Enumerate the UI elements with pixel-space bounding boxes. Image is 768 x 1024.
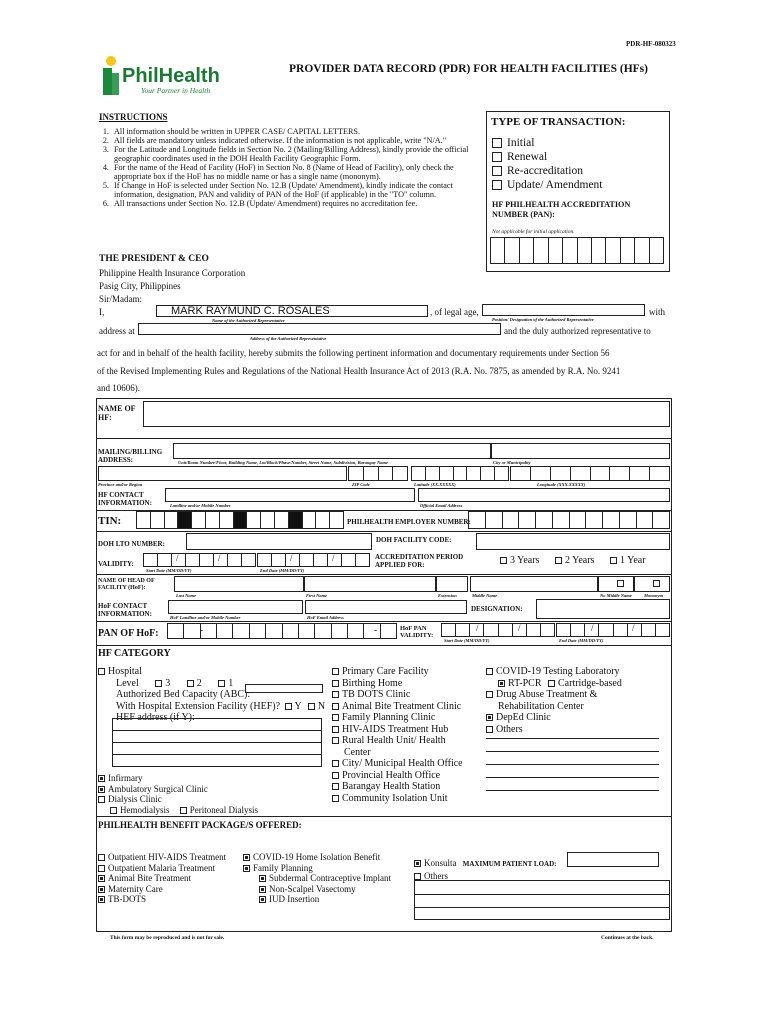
zip-caption: ZIP Code <box>352 482 370 487</box>
street-input[interactable] <box>173 443 491 459</box>
street-caption: Unit/Room Number/Floor, Building Name, Lot/Block/Phase/Number, Street Name, Subdivision, Barangay Name <box>178 460 389 465</box>
checkbox-icon[interactable] <box>110 807 117 814</box>
representative-name-field[interactable] <box>156 305 428 317</box>
rural-health-option[interactable]: Rural Health Unit/ Health <box>332 735 463 747</box>
letter-body-3: and 10606). <box>97 383 140 393</box>
pan-input[interactable] <box>490 237 664 264</box>
slash-text: / <box>218 553 221 563</box>
hof-pan-end-input[interactable] <box>556 623 670 637</box>
benefit-animal-bite[interactable]: Animal Bite Treatment <box>98 873 226 884</box>
designation-input[interactable] <box>536 599 670 619</box>
other-facility-types <box>98 773 258 815</box>
last-name-caption: Last Name <box>176 593 197 598</box>
page-title: PROVIDER DATA RECORD (PDR) FOR HEALTH FACILITIES (HFs) <box>289 63 648 75</box>
hof-extension-input[interactable] <box>436 576 468 592</box>
ambulatory-option[interactable]: Ambulatory Surgical Clinic <box>98 784 258 795</box>
footer-left: This form may be reproduced and is not for sale. <box>110 935 225 941</box>
doh-facility-input[interactable] <box>476 533 670 550</box>
tin-input[interactable] <box>136 511 344 529</box>
transaction-box <box>486 111 670 272</box>
slash-text: / <box>176 553 179 563</box>
employer-number-input[interactable] <box>468 511 670 529</box>
checkbox-icon[interactable] <box>332 703 339 710</box>
validity-start-input[interactable] <box>143 553 256 567</box>
checkbox-icon[interactable] <box>492 166 502 176</box>
city-input[interactable] <box>491 443 670 459</box>
footer-right: Continues at the back. <box>601 935 654 941</box>
checkbox-icon[interactable] <box>98 668 105 675</box>
checkbox-icon[interactable] <box>332 714 339 721</box>
pan-hof-label: PAN OF HoF: <box>98 628 159 639</box>
dialysis-option[interactable]: Dialysis Clinic <box>98 794 258 805</box>
slash-text: / <box>332 553 335 563</box>
hof-no-middle-box[interactable] <box>598 576 634 592</box>
instruction-item: 2. All fields are mandatory unless indicated otherwise. If the information is not applicable, write "N/A." <box>111 136 482 145</box>
checkbox-icon[interactable] <box>498 680 505 687</box>
address-caption: Address of the Authorized Representative <box>250 336 327 341</box>
checkbox-icon[interactable] <box>285 703 292 710</box>
philhealth-logo-icon <box>99 55 123 97</box>
slash-text: / <box>476 623 479 633</box>
others-option[interactable]: Others <box>486 724 622 736</box>
zip-input[interactable] <box>348 466 408 481</box>
checkbox-icon[interactable] <box>486 714 493 721</box>
addressee-org: Philippine Health Insurance Corporation <box>99 268 246 278</box>
slash-text: / <box>632 623 635 633</box>
period-1-year[interactable]: 1 Year <box>610 555 646 566</box>
period-2-years[interactable]: 2 Years <box>555 555 594 566</box>
checkbox-icon[interactable] <box>98 775 105 782</box>
slash-text: / <box>518 623 521 633</box>
designation-label: DESIGNATION: <box>471 605 523 613</box>
name-hf-label: NAME OF HF: <box>98 404 136 422</box>
checkbox-icon[interactable] <box>308 703 315 710</box>
hof-contact-label: HoF CONTACT INFORMATION: <box>98 602 152 618</box>
hof-email-input[interactable] <box>305 600 467 614</box>
longitude-caption: Longitude (XXX.XXXXX) <box>537 482 586 487</box>
salutation: Sir/Madam: <box>99 294 142 304</box>
slash-text: / <box>290 553 293 563</box>
hof-last-name-input[interactable] <box>174 576 304 592</box>
checkbox-icon[interactable] <box>98 886 105 893</box>
checkbox-icon[interactable] <box>243 865 250 872</box>
checkbox-icon[interactable] <box>332 691 339 698</box>
benefit-tb-dots[interactable]: TB-DOTS <box>98 894 226 905</box>
hef-question: With Hospital Extension Facility (HEF)? Y N <box>116 700 326 712</box>
mononym-caption: Mononym <box>644 593 664 598</box>
benefit-iud[interactable]: IUD Insertion <box>243 894 391 905</box>
name-caption: Name of the Authorized Representative <box>212 318 285 323</box>
checkbox-icon[interactable] <box>617 580 624 587</box>
checkbox-icon[interactable] <box>332 737 339 744</box>
barangay-station-option[interactable]: Barangay Health Station <box>332 781 463 793</box>
checkbox-icon[interactable] <box>486 691 493 698</box>
hof-pan-start-input[interactable] <box>441 623 555 637</box>
abc-input[interactable] <box>245 684 323 693</box>
dialysis-types: Hemodialysis Peritoneal Dialysis <box>98 805 258 816</box>
representative-name-value: MARK RAYMUND C. ROSALES <box>171 305 330 317</box>
checkbox-icon[interactable] <box>414 860 421 867</box>
pan-heading: HF PHILHEALTH ACCREDITATION NUMBER (PAN): <box>492 200 631 219</box>
benefit-family-planning[interactable]: Family Planning <box>243 863 391 874</box>
benefit-hiv[interactable]: Outpatient HIV-AIDS Treatment <box>98 852 226 863</box>
checkbox-icon[interactable] <box>98 854 105 861</box>
transaction-heading: TYPE OF TRANSACTION: <box>491 116 626 128</box>
doh-lto-input[interactable] <box>186 533 372 550</box>
checkbox-icon[interactable] <box>492 138 502 148</box>
form-code: PDR-HF-080323 <box>626 40 676 48</box>
benefits-heading: PHILHEALTH BENEFIT PACKAGE/S OFFERED: <box>98 820 302 830</box>
abc-label: Authorized Bed Capacity (ABC): <box>116 689 251 700</box>
latitude-caption: Latitude (XX.XXXXX) <box>414 482 456 487</box>
benefit-konsulta[interactable]: Konsulta MAXIMUM PATIENT LOAD: <box>414 858 556 868</box>
drug-abuse-continued: Rehabilitation Center <box>498 700 584 712</box>
transaction-reaccreditation[interactable]: Re-accreditation <box>492 164 603 178</box>
doh-facility-label: DOH FACILITY CODE: <box>376 536 452 544</box>
checkbox-icon[interactable] <box>98 896 105 903</box>
period-3-years[interactable]: 3 Years <box>500 555 539 566</box>
instructions-heading: INSTRUCTIONS <box>99 112 168 122</box>
family-planning-option[interactable]: Family Planning Clinic <box>332 712 463 724</box>
slash-text: / <box>591 623 594 633</box>
hof-middle-name-input[interactable] <box>470 576 598 592</box>
doh-lto-label: DOH LTO NUMBER: <box>98 540 165 548</box>
hf-contact-label: HF CONTACT INFORMATION: <box>98 491 152 507</box>
benefit-malaria[interactable]: Outpatient Malaria Treatment <box>98 863 226 874</box>
city-health-option[interactable]: City/ Municipal Health Office <box>332 758 463 770</box>
validity-end-input[interactable] <box>257 553 370 567</box>
checkbox-icon[interactable] <box>492 152 502 162</box>
checkbox-icon[interactable] <box>98 796 105 803</box>
employer-label: PHILHEALTH EMPLOYER NUMBER: <box>347 518 471 526</box>
checkbox-icon[interactable] <box>332 783 339 790</box>
longitude-input[interactable] <box>510 466 670 481</box>
latitude-input[interactable] <box>411 466 509 481</box>
checkbox-icon[interactable] <box>332 668 339 675</box>
letter-with: with <box>649 307 666 317</box>
checkbox-icon[interactable] <box>243 854 250 861</box>
mailing-label: MAILING/BILLING ADDRESS: <box>98 448 163 464</box>
hef-address-input[interactable] <box>112 718 322 767</box>
letter-address-at: address at <box>99 326 135 336</box>
dash-text: - <box>200 625 203 635</box>
instruction-item: 4. For the name of the Head of Facility (HoF) in Section No. 8 (Name of Head of Facility), only check the appropriate box if the HoF has no middle name or has a single name (mononym). <box>111 163 482 181</box>
hof-landline-input[interactable] <box>168 600 303 614</box>
checkbox-icon[interactable] <box>486 668 493 675</box>
checkbox-icon[interactable] <box>332 726 339 733</box>
checkbox-icon[interactable] <box>332 772 339 779</box>
hf-landline-input[interactable] <box>165 488 415 502</box>
benefit-vasectomy[interactable]: Non-Scalpel Vasectomy <box>243 884 391 895</box>
tb-dots-option[interactable]: TB DOTS Clinic <box>332 689 463 701</box>
covid-lab-option[interactable]: COVID-19 Testing Laboratory <box>486 666 622 678</box>
birthing-home-option[interactable]: Birthing Home <box>332 678 463 690</box>
province-input[interactable] <box>98 466 347 481</box>
checkbox-icon[interactable] <box>610 557 617 564</box>
special-facility-section <box>486 666 622 735</box>
hospital-level: Level 3 2 1 <box>116 677 234 689</box>
benefits-column-2 <box>243 852 391 905</box>
accreditation-period-label: ACCREDITATION PERIOD APPLIED FOR: <box>375 553 464 569</box>
start-caption: Start Date (MM/DD/YY) <box>146 568 192 573</box>
infirmary-option[interactable]: Infirmary <box>98 773 258 784</box>
max-load-input[interactable] <box>567 852 659 867</box>
letter-body-1: act for and in behalf of the health facility, hereby submits the following pertinent information and documentary requirements under Section 56 <box>97 348 610 358</box>
checkbox-icon[interactable] <box>332 760 339 767</box>
deped-option[interactable]: DepEd Clinic <box>486 712 622 724</box>
instruction-item: 1. All information should be written in UPPER CASE/ CAPITAL LETTERS. <box>111 127 482 136</box>
instructions-list <box>97 127 482 208</box>
position-field[interactable] <box>482 304 645 316</box>
covid-lab-types: RT-PCR Cartridge-based <box>486 678 622 690</box>
hof-pan-validity-label: HoF PAN VALIDITY: <box>400 625 434 639</box>
checkbox-icon[interactable] <box>187 680 194 687</box>
hf-category-heading: HF CATEGORY <box>98 648 171 659</box>
checkbox-icon[interactable] <box>98 875 105 882</box>
primary-care-option[interactable]: Primary Care Facility <box>332 666 463 678</box>
isolation-unit-option[interactable]: Community Isolation Unit <box>332 793 463 805</box>
checkbox-icon[interactable] <box>259 886 266 893</box>
first-name-caption: First Name <box>306 593 328 598</box>
checkbox-icon[interactable] <box>653 580 660 587</box>
animal-bite-option[interactable]: Animal Bite Treatment Clinic <box>332 701 463 713</box>
benefit-covid-home[interactable]: COVID-19 Home Isolation Benefit <box>243 852 391 863</box>
logo-name: PhilHealth <box>122 65 220 87</box>
benefit-maternity[interactable]: Maternity Care <box>98 884 226 895</box>
landline-caption: Landline and/or Mobile Number <box>170 503 231 508</box>
extension-caption: Extension <box>438 593 457 598</box>
instruction-item: 3. For the Latitude and Longitude fields in Section No. 2 (Mailing/Billing Address), kindly provide the official geographic coordinates used in the DOH Health Facility Geographic Form. <box>111 145 482 163</box>
no-middle-caption: No Middle Name <box>600 593 632 598</box>
checkbox-icon[interactable] <box>98 786 105 793</box>
hf-name-input[interactable] <box>143 401 670 427</box>
tin-label: TIN: <box>98 515 122 527</box>
instruction-item: 5. If Change in HoF is selected under Section No. 12.B (Update/ Amendment), kindly indicate the contact information, designation, PAN and validity of PAN of the HoF (if applicable) in the "TO" column. <box>111 181 482 199</box>
dash-text: - <box>374 625 377 635</box>
position-caption: Position/ Designation of the Authorized Representative <box>492 317 594 322</box>
middle-name-caption: Middle Name <box>472 593 498 598</box>
checkbox-icon[interactable] <box>548 680 555 687</box>
checkbox-icon[interactable] <box>98 865 105 872</box>
checkbox-icon[interactable] <box>218 680 225 687</box>
hiv-hub-option[interactable]: HIV-AIDS Treatment Hub <box>332 724 463 736</box>
addressee: THE PRESIDENT & CEO <box>99 254 209 264</box>
end-caption: End Date (MM/DD/YY) <box>260 568 305 573</box>
province-caption: Province and/or Region <box>98 482 143 487</box>
checkbox-icon[interactable] <box>486 726 493 733</box>
checkbox-icon[interactable] <box>259 875 266 882</box>
checkbox-icon[interactable] <box>332 680 339 687</box>
pan-start-caption: Start Date (MM/DD/YY) <box>444 638 490 643</box>
benefit-others-input[interactable] <box>414 880 670 920</box>
logo-tagline: Your Partner in Health <box>141 86 211 95</box>
transaction-initial[interactable]: Initial <box>492 136 603 150</box>
primary-care-section <box>332 666 463 804</box>
rural-health-continued: Center <box>344 746 371 758</box>
pan-note: Not applicable for initial application. <box>492 229 575 235</box>
letter-body-2: of the Revised Implementing Rules and Regulations of the National Health Insurance Act of 2013 (R.A. No. 7875, as amended by R.A. No. 9241 <box>97 366 621 376</box>
checkbox-icon[interactable] <box>180 807 187 814</box>
checkbox-icon[interactable] <box>500 557 507 564</box>
drug-abuse-option[interactable]: Drug Abuse Treatment & <box>486 689 622 701</box>
city-caption: City or Municipality <box>493 460 531 465</box>
philhealth-logo <box>99 55 234 97</box>
max-load-label: MAXIMUM PATIENT LOAD: <box>462 860 557 868</box>
benefit-implant[interactable]: Subdermal Contraceptive Implant <box>243 873 391 884</box>
hf-email-input[interactable] <box>418 488 670 502</box>
hof-email-caption: HoF Email Address <box>307 615 344 620</box>
transaction-update[interactable]: Update/ Amendment <box>492 178 603 192</box>
checkbox-icon[interactable] <box>259 896 266 903</box>
hospital-section <box>98 666 325 724</box>
pan-end-caption: End Date (MM/DD/YY) <box>559 638 604 643</box>
hef-address-label: HEF address (if Y): <box>116 712 195 723</box>
hof-landline-caption: HoF Landline and/or Mobile Number <box>170 615 241 620</box>
letter-legal-age: , of legal age, <box>430 307 479 317</box>
benefits-column-1 <box>98 852 226 905</box>
benefit-others[interactable]: Others <box>414 871 448 881</box>
hof-name-label: NAME OF HEAD OF FACILITY (HoF): <box>98 578 155 591</box>
validity-label: VALIDITY: <box>98 560 134 568</box>
hof-mononym-box[interactable] <box>634 576 670 592</box>
hospital-option[interactable]: Hospital <box>98 666 325 678</box>
email-caption: Official Email Address <box>420 503 463 508</box>
provincial-health-option[interactable]: Provincial Health Office <box>332 770 463 782</box>
letter-duly: and the duly authorized representative to <box>504 326 651 336</box>
hof-first-name-input[interactable] <box>304 576 436 592</box>
instruction-item: 6. All transactions under Section No. 12.B (Update/ Amendment) requires no accreditation fee. <box>111 199 482 208</box>
transaction-renewal[interactable]: Renewal <box>492 150 603 164</box>
checkbox-icon[interactable] <box>332 795 339 802</box>
checkbox-icon[interactable] <box>155 680 162 687</box>
checkbox-icon[interactable] <box>492 180 502 190</box>
letter-i: I, <box>99 307 105 317</box>
representative-address-field[interactable] <box>138 323 501 335</box>
checkbox-icon[interactable] <box>555 557 562 564</box>
addressee-city: Pasig City, Philippines <box>99 281 181 291</box>
